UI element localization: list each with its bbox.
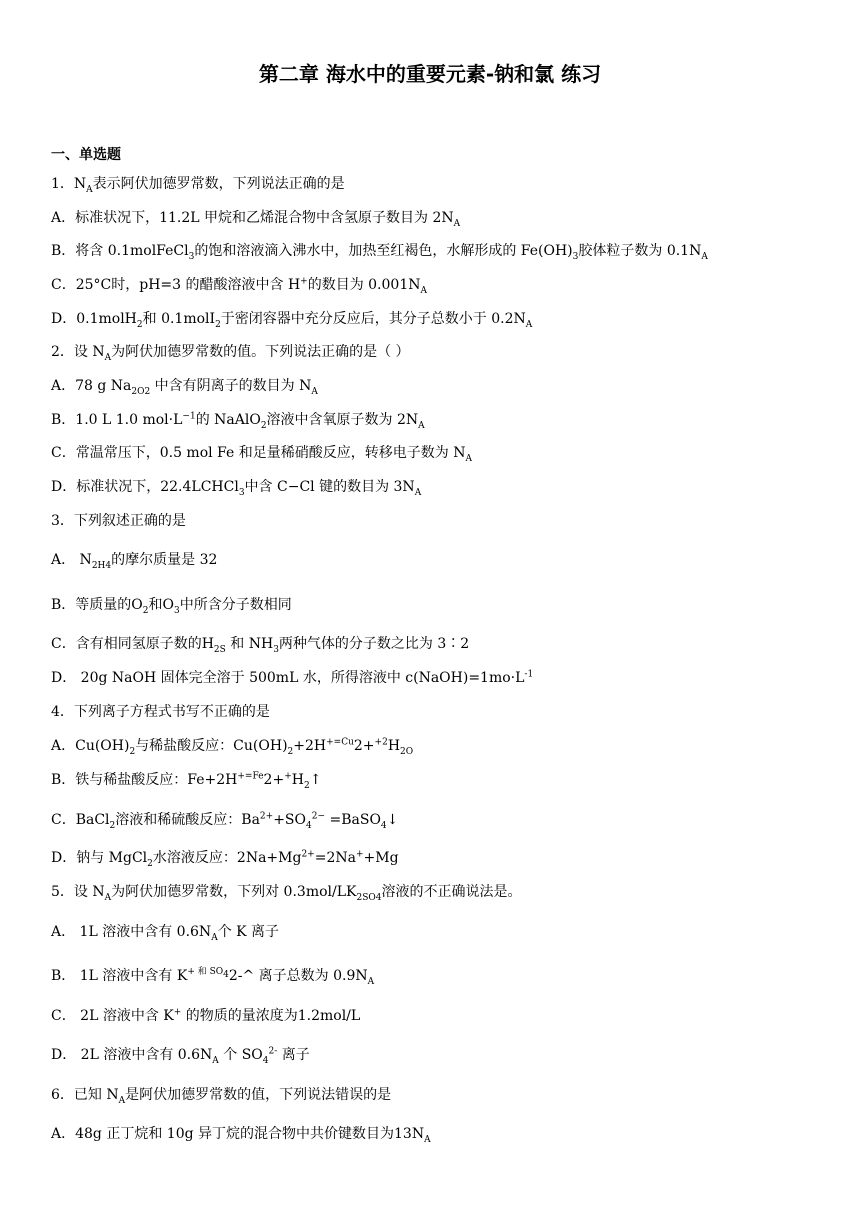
question-line: 5．设 $N_A$为阿伏加德罗常数，下列对 $0.3mol/LK_{2SO4}$溶液的不正确说法是。 xyxy=(51,884,522,903)
option-line: D． 20g NaOH 固体完全溶于 500mL 水，所得溶液中 $c(NaOH)=1mo\cdot L^{-1}$ xyxy=(51,669,534,686)
question-line: 6．已知 $N_A$是阿伏加德罗常数的值，下列说法错误的是 xyxy=(51,1087,392,1106)
option-line: B． 1L 溶液中含有 $K^{+ 和 SO_4}2-\^{}$ 离子总数为 $0.9N_A$ xyxy=(51,967,375,987)
option-line: C．含有相同氢原子数的$H_{2S}$ 和 $NH_3$两种气体的分子数之比为 3∶2 xyxy=(51,636,470,655)
option-line: C．25°C时，pH=3 的醋酸溶液中含 H+的数目为 $0.001N_A$ xyxy=(51,276,427,296)
question-line: 1．$N_A$表示阿伏加德罗常数，下列说法正确的是 xyxy=(51,176,345,195)
question-line: 3．下列叙述正确的是 xyxy=(51,513,186,529)
option-line: C．常温常压下，0.5 mol Fe 和足量稀硝酸反应，转移电子数为 $N_A$ xyxy=(51,445,472,464)
option-line: A．$Cu(OH)_2$与稀盐酸反应：$Cu(OH)_2+2H^{+=Cu}2+^{+2}H_{2O}$ xyxy=(51,737,414,757)
option-line: A．48g 正丁烷和 10g 异丁烷的混合物中共价键数目为$13N_A$ xyxy=(51,1126,431,1145)
option-line: A．78 g $Na_{2O2}$ 中含有阴离子的数目为 $N_A$ xyxy=(51,378,318,397)
option-line: B．铁与稀盐酸反应：$Fe+2H^{+=Fe}2+^+H_2↑$ xyxy=(51,771,322,791)
option-line: A． 1L 溶液中含有 $0.6N_A$个 K 离子 xyxy=(51,924,280,943)
option-line: B．将含 0.1molFeCl$_3$的饱和溶液滴入沸水中，加热至红褐色，水解形成的 $Fe(OH)_3$胶体粒子数为 $0.1N_A$ xyxy=(51,243,708,262)
option-line: C．BaCl$_2$溶液和稀硫酸反应：$Ba^{2+}+SO_4^{2-}$ =BaSO$_4$↓ xyxy=(51,811,399,831)
section-heading: 一、单选题 xyxy=(51,147,121,163)
page-title: 第二章 海水中的重要元素-钠和氯 练习 xyxy=(258,62,602,86)
option-line: A． $N_{2H4}$的摩尔质量是 32 xyxy=(51,552,218,571)
option-line: B．等质量的$O_2$和$O_3$中所含分子数相同 xyxy=(51,597,292,616)
option-line: D．标准状况下，22.4LCHCl$_3$中含 C−Cl 键的数目为 $3N_A$ xyxy=(51,479,422,498)
option-line: B．1.0 L 1.0 $mol\cdot L^{-1}$的 NaAlO$_2$溶液中含氧原子数为 $2N_A$ xyxy=(51,411,425,431)
option-line: A．标准状况下，11.2L 甲烷和乙烯混合物中含氢原子数目为 $2N_A$ xyxy=(51,210,461,229)
question-line: 4．下列离子方程式书写不正确的是 xyxy=(51,704,270,720)
question-line: 2．设 $N_A$为阿伏加德罗常数的值。下列说法正确的是（ ） xyxy=(51,344,410,363)
option-line: D．钠与 MgCl$_2$水溶液反应：$2Na+Mg^{2+}=2Na^++Mg$ xyxy=(51,849,399,869)
option-line: C． 2L 溶液中含 K+ 的物质的量浓度为1.2mol/L xyxy=(51,1007,361,1024)
option-line: D．0.1molH$_2$和 0.1molI$_2$于密闭容器中充分反应后，其分子总数小于 $0.2N_A$ xyxy=(51,311,533,330)
option-line: D． 2L 溶液中含有 $0.6N_A$ 个 $SO_4^{2-}$ 离子 xyxy=(51,1046,310,1066)
